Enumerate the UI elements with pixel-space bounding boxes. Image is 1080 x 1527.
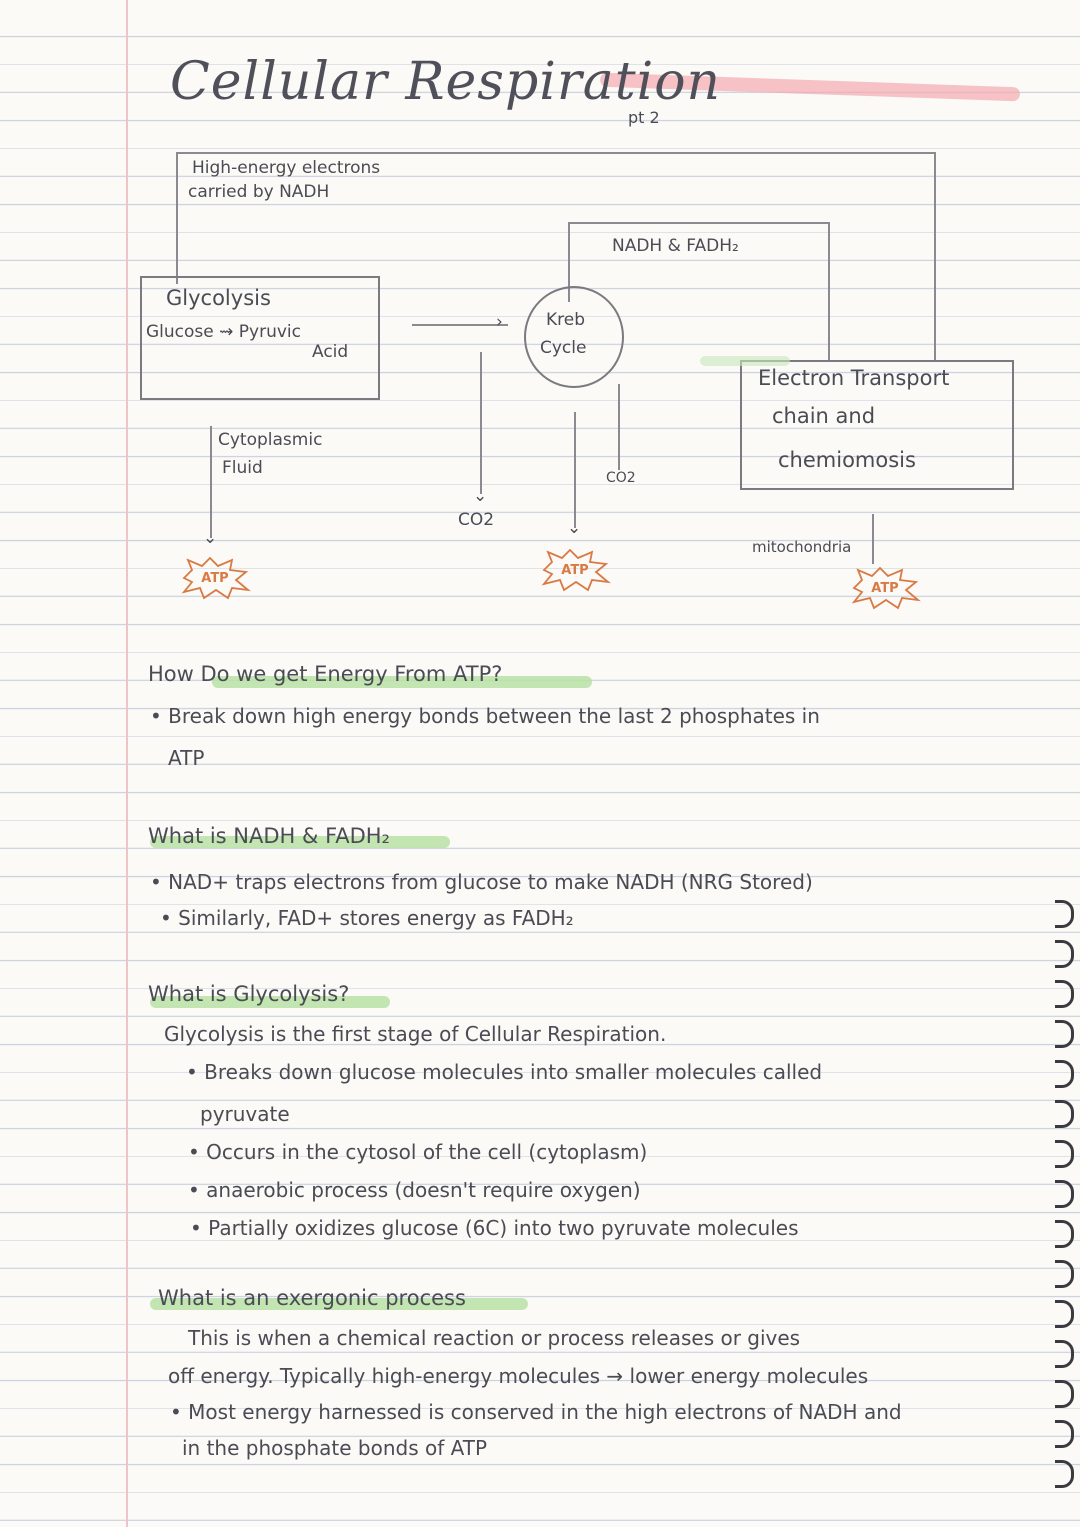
page-title: Cellular Respiration: [170, 52, 722, 112]
kreb-label-2: Cycle: [540, 338, 587, 358]
s4-heading: What is an exergonic process: [158, 1286, 466, 1310]
s3-bullet-1: • Breaks down glucose molecules into smaller molecules called: [186, 1060, 823, 1084]
s3-bullet-1-cont: pyruvate: [200, 1102, 290, 1126]
nadh-loop-top: [176, 152, 936, 154]
etc-label-2: chain and: [772, 404, 876, 428]
margin-line: [126, 0, 128, 1527]
co2-left-arrow-head: ⌄: [473, 486, 488, 506]
cytoplasm-arrow: [210, 426, 212, 538]
s1-bullet-1-cont: ATP: [168, 746, 205, 770]
co2-right-label: CO2: [606, 470, 636, 486]
s3-bullet-4: • Partially oxidizes glucose (6C) into two pyruvate molecules: [190, 1216, 799, 1240]
glycolysis-equation: Glucose ⇝ Pyruvic: [146, 322, 301, 342]
s1-heading: How Do we get Energy From ATP?: [148, 662, 503, 686]
atp-label-1: ATP: [201, 570, 229, 586]
fadh-loop-top: [568, 222, 830, 224]
nadh-fadh-label: NADH & FADH₂: [612, 236, 739, 256]
s4-line-4: in the phosphate bonds of ATP: [182, 1436, 488, 1460]
atp-burst-3: [848, 566, 922, 610]
arrow-to-kreb-head: ›: [496, 312, 503, 332]
arrow-to-kreb: [412, 324, 508, 326]
s2-heading: What is NADH & FADH₂: [148, 824, 390, 848]
kreb-label-1: Kreb: [546, 310, 586, 330]
s3-intro: Glycolysis is the first stage of Cellular Respiration.: [164, 1022, 667, 1046]
atp-label-3: ATP: [871, 580, 899, 596]
etc-label-3: chemiomosis: [778, 448, 916, 472]
cytoplasm-arrow-head: ⌄: [203, 528, 218, 548]
co2-right-line: [618, 384, 620, 470]
s2-bullet-2: • Similarly, FAD+ stores energy as FADH₂: [160, 906, 574, 930]
fadh-loop-right: [828, 222, 830, 362]
kreb-cycle-circle: [524, 286, 624, 388]
glycolysis-equation-2: Acid: [312, 342, 349, 362]
mitochondria-arrow: [872, 514, 874, 564]
etc-label-1: Electron Transport: [758, 366, 950, 390]
mitochondria-label: mitochondria: [752, 538, 852, 556]
nadh-loop-left: [176, 152, 178, 284]
s1-bullet-1: • Break down high energy bonds between the last 2 phosphates in: [150, 704, 820, 728]
s4-line-2: off energy. Typically high-energy molecules → lower energy molecules: [168, 1364, 869, 1388]
s3-bullet-3: • anaerobic process (doesn't require oxygen): [188, 1178, 641, 1202]
nadh-loop-right: [934, 152, 936, 360]
co2-left-arrow: [480, 352, 482, 494]
kreb-atp-arrow-head: ⌄: [567, 518, 582, 538]
spiral-binding: [1042, 0, 1080, 1527]
glycolysis-title: Glycolysis: [166, 286, 271, 310]
s2-bullet-1: • NAD+ traps electrons from glucose to make NADH (NRG Stored): [150, 870, 813, 894]
cytoplasmic-label-1: Cytoplasmic: [218, 430, 323, 450]
cytoplasmic-label-2: Fluid: [222, 458, 263, 478]
page-subtitle: pt 2: [628, 108, 660, 127]
etc-green-mark: [700, 356, 790, 366]
atp-burst-2: [538, 548, 612, 592]
s3-bullet-2: • Occurs in the cytosol of the cell (cytoplasm): [188, 1140, 648, 1164]
s3-heading: What is Glycolysis?: [148, 982, 350, 1006]
top-label-2: carried by NADH: [188, 182, 330, 202]
top-label-1: High-energy electrons: [192, 158, 381, 178]
atp-burst-1: [178, 556, 252, 600]
s4-line-3: • Most energy harnessed is conserved in the high electrons of NADH and: [170, 1400, 902, 1424]
s4-line-1: This is when a chemical reaction or process releases or gives: [188, 1326, 801, 1350]
atp-label-2: ATP: [561, 562, 589, 578]
kreb-atp-arrow: [574, 412, 576, 528]
co2-left-label: CO2: [458, 510, 495, 530]
